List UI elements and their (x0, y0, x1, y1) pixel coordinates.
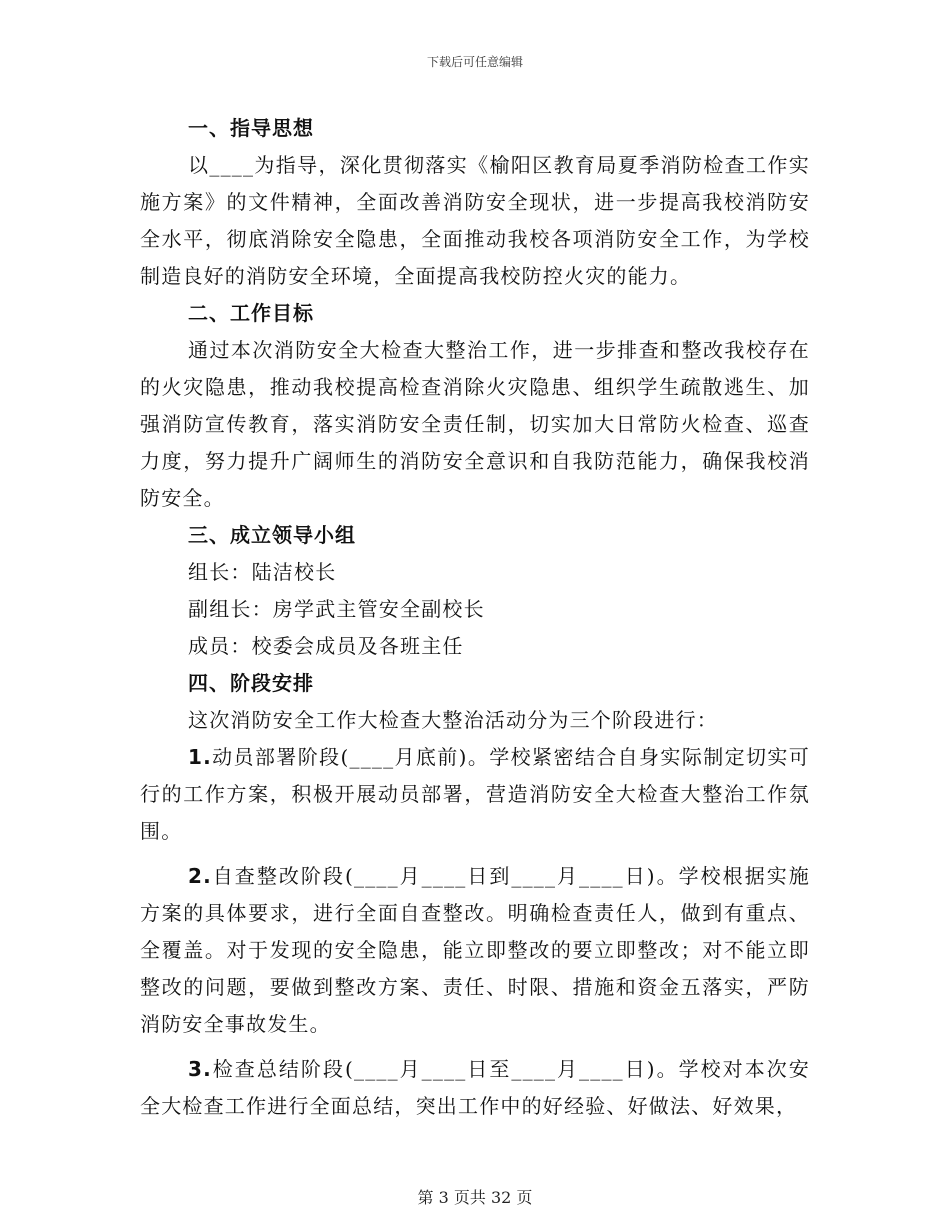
stage-number: 2. (188, 864, 212, 888)
stage-paragraph (140, 739, 810, 850)
section-heading: 一、指导思想 (188, 116, 314, 140)
paragraph: 以____为指导，深化贯彻落实《榆阳区教育局夏季消防检查工作实施方案》的文件精神，全面改善消防安全现状，进一步提高我校消防安全水平，彻底消除安全隐患，全面推动我校各项消防安全工作，为学校制造良好的消防安全环境，全面提高我校防控火灾的能力。 (140, 153, 810, 288)
paragraph: 通过本次消防安全大检查大整治工作，进一步排查和整改我校存在的火灾隐患，推动我校提高检查消除火灾隐患、组织学生疏散逃生、加强消防宣传教育，落实消防安全责任制，切实加大日常防火检查、巡查力度，努力提升广阔师生的消防安全意识和自我防范能力，确保我校消防安全。 (140, 338, 810, 510)
stage-text: 自查整改阶段(____月____日到____月____日)。学校根据实施方案的具体要求，进行全面自查整改。明确检查责任人，做到有重点、全覆盖。对于发现的安全隐患，能立即整改的要立即整改；对不能立即整改的问题，要做到整改方案、责任、时限、措施和资金五落实，严防消防安全事故发生。 (140, 864, 810, 1036)
page-number: 第 3 页共 32 页 (417, 1188, 533, 1207)
section-heading: 三、成立领导小组 (188, 523, 356, 547)
deputy-leader-line: 副组长：房学武主管安全副校长 (188, 597, 485, 621)
members-line: 成员：校委会成员及各班主任 (188, 634, 464, 658)
stage-paragraph (140, 1051, 810, 1125)
stage-paragraph (140, 858, 810, 1043)
leader-line: 组长：陆洁校长 (188, 560, 337, 584)
section-heading: 二、工作目标 (188, 301, 314, 325)
stage-text: 动员部署阶段(____月底前)。学校紧密结合自身实际制定切实可行的工作方案，积极开展动员部署，营造消防安全大检查大整治工作氛围。 (140, 745, 810, 843)
page-header: 下载后可任意编辑 (426, 55, 523, 69)
section-heading: 四、阶段安排 (188, 671, 314, 695)
paragraph: 这次消防安全工作大检查大整治活动分为三个阶段进行： (188, 708, 718, 732)
stage-number: 3. (188, 1057, 212, 1081)
stage-number: 1. (188, 745, 212, 769)
document-body (140, 110, 810, 1125)
stage-text: 检查总结阶段(____月____日至____月____日)。学校对本次安全大检查工作进行全面总结，突出工作中的好经验、好做法、好效果， (140, 1057, 810, 1118)
